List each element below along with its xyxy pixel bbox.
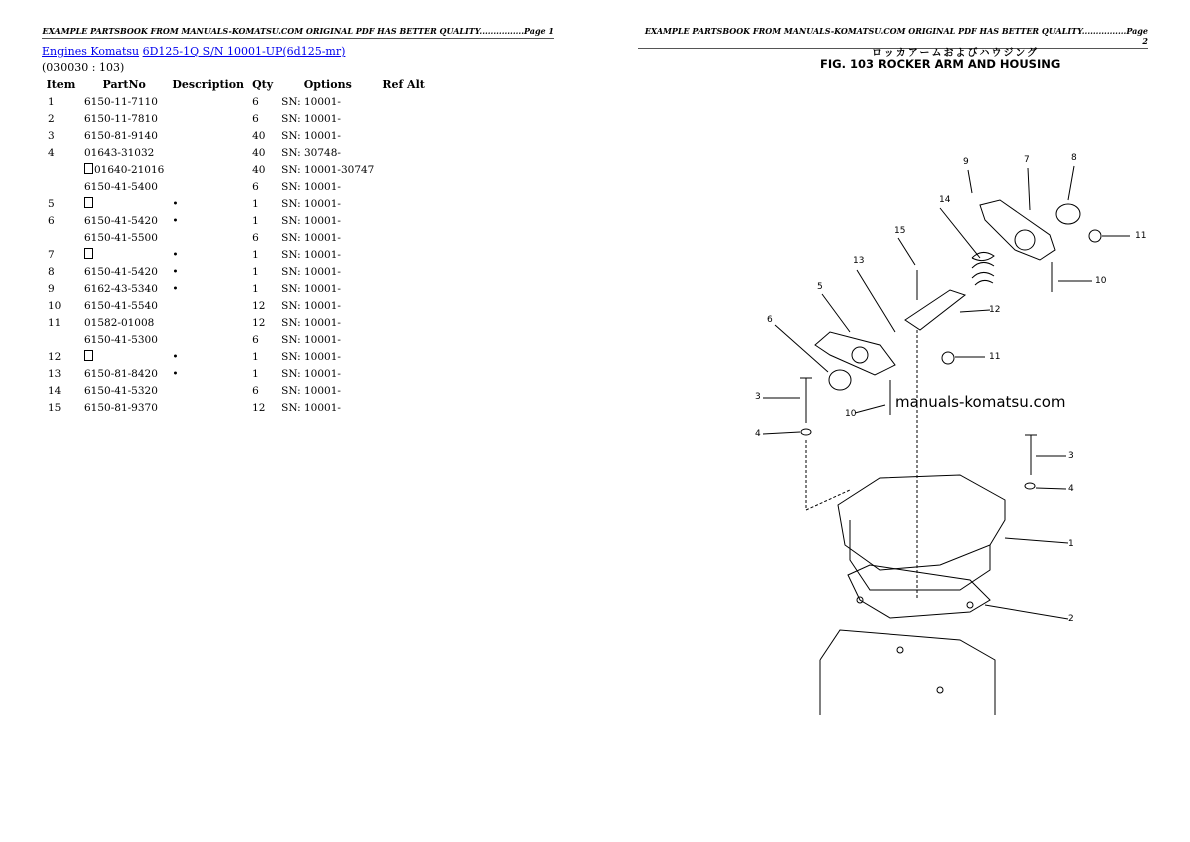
cell-text: 6150-81-9370: [84, 401, 158, 414]
item-number: [42, 348, 80, 365]
cell-text: 6150-41-5420: [84, 214, 158, 227]
description: [168, 144, 248, 161]
callout-label: 12: [989, 305, 1001, 315]
part-number: [80, 195, 168, 212]
description: [168, 382, 248, 399]
callout-label: 3: [1068, 451, 1074, 461]
callout-label: 5: [817, 282, 823, 292]
cell-text: 6150-81-8420: [84, 367, 158, 380]
options: [277, 280, 378, 297]
part-number: [80, 399, 168, 416]
cell-text: 12: [252, 316, 266, 329]
item-number: [42, 93, 80, 110]
quantity: [248, 348, 277, 365]
watermark: manuals-komatsu.com: [895, 393, 1066, 411]
callout-label: 2: [1068, 614, 1074, 624]
quantity: [248, 144, 277, 161]
cell-text: 13: [48, 367, 62, 380]
table-row: [42, 297, 429, 314]
item-number: [42, 314, 80, 331]
callout-label: 8: [1071, 153, 1077, 163]
options: [277, 212, 378, 229]
cell-text: 1: [252, 248, 259, 261]
options: [277, 127, 378, 144]
part-number: [80, 127, 168, 144]
description: [168, 297, 248, 314]
part-number: [80, 93, 168, 110]
quantity: [248, 382, 277, 399]
cell-text: 6150-41-5420: [84, 265, 158, 278]
quantity: [248, 331, 277, 348]
engines-komatsu-link[interactable]: Engines Komatsu: [42, 45, 140, 58]
table-row: [42, 93, 429, 110]
item-number: [42, 263, 80, 280]
table-row: [42, 161, 429, 178]
cell-text: 6: [252, 231, 259, 244]
part-number: [80, 110, 168, 127]
quantity: [248, 297, 277, 314]
callout-label: 11: [1135, 231, 1147, 241]
item-number: [42, 178, 80, 195]
table-row: [42, 144, 429, 161]
table-row: [42, 110, 429, 127]
description: [168, 195, 248, 212]
table-row: [42, 229, 429, 246]
item-number: [42, 246, 80, 263]
cell-text: 6: [48, 214, 55, 227]
quantity: [248, 161, 277, 178]
cell-text: 1: [252, 197, 259, 210]
cell-text: 1: [252, 282, 259, 295]
quantity: [248, 93, 277, 110]
cell-text: SN: 10001-: [281, 265, 341, 278]
cell-text: SN: 10001-: [281, 248, 341, 261]
description: [168, 161, 248, 178]
cell-text: 40: [252, 129, 266, 142]
cell-text: 3: [48, 129, 55, 142]
cell-text: •: [172, 248, 179, 261]
cell-text: 11: [48, 316, 62, 329]
cell-text: 6150-41-5320: [84, 384, 158, 397]
figure-title: FIG. 103 ROCKER ARM AND HOUSING: [820, 57, 1061, 71]
part-number: [80, 263, 168, 280]
description: [168, 229, 248, 246]
options: [277, 382, 378, 399]
item-number: [42, 382, 80, 399]
cell-text: 6150-81-9140: [84, 129, 158, 142]
cell-text: 01582-01008: [84, 316, 155, 329]
cell-text: 1: [252, 214, 259, 227]
callout-label: 10: [845, 409, 857, 419]
column-header: PartNo: [102, 78, 146, 91]
item-number: [42, 331, 80, 348]
callout-label: 4: [1068, 484, 1074, 494]
cell-text: •: [172, 197, 179, 210]
item-number: [42, 280, 80, 297]
cell-text: 4: [48, 146, 55, 159]
options: [277, 297, 378, 314]
cell-text: •: [172, 282, 179, 295]
part-number: [80, 314, 168, 331]
missing-glyph-box: [84, 197, 93, 208]
part-number: [80, 178, 168, 195]
cell-text: 2: [48, 112, 55, 125]
quantity: [248, 365, 277, 382]
item-number: [42, 144, 80, 161]
cell-text: 1: [252, 367, 259, 380]
item-number: [42, 365, 80, 382]
part-number: [80, 297, 168, 314]
quantity: [248, 229, 277, 246]
description: [168, 365, 248, 382]
cell-text: SN: 10001-: [281, 299, 341, 312]
quantity: [248, 110, 277, 127]
item-number: [42, 297, 80, 314]
cell-text: SN: 10001-: [281, 282, 341, 295]
part-number: [80, 331, 168, 348]
cell-text: SN: 10001-30747: [281, 163, 375, 176]
quantity: [248, 195, 277, 212]
item-number: [42, 110, 80, 127]
quantity: [248, 314, 277, 331]
item-number: [42, 195, 80, 212]
cell-text: 5: [48, 197, 55, 210]
cell-text: 6150-41-5400: [84, 180, 158, 193]
description: [168, 127, 248, 144]
options: [277, 144, 378, 161]
column-header: Description: [172, 78, 245, 91]
description: [168, 280, 248, 297]
callout-label: 9: [963, 157, 969, 167]
section-code: (030030 : 103): [42, 61, 125, 74]
cell-text: SN: 10001-: [281, 180, 341, 193]
cell-text: 14: [48, 384, 62, 397]
missing-glyph-box: [84, 248, 93, 259]
table-row: [42, 348, 429, 365]
quantity: [248, 127, 277, 144]
quantity: [248, 263, 277, 280]
part-number: [80, 161, 168, 178]
item-number: [42, 127, 80, 144]
callout-label: 13: [853, 256, 865, 266]
column-header: Qty: [252, 78, 274, 91]
cell-text: 01640-21016: [94, 164, 165, 176]
part-number: [80, 382, 168, 399]
description: [168, 314, 248, 331]
cell-text: 6: [252, 333, 259, 346]
cell-text: SN: 10001-: [281, 129, 341, 142]
cell-text: 6150-41-5540: [84, 299, 158, 312]
table-row: [42, 195, 429, 212]
options: [277, 246, 378, 263]
cell-text: 12: [252, 299, 266, 312]
item-number: [42, 399, 80, 416]
cell-text: SN: 10001-: [281, 231, 341, 244]
options: [277, 161, 378, 178]
part-number: [80, 246, 168, 263]
table-row: [42, 127, 429, 144]
part-number: [80, 212, 168, 229]
cell-text: SN: 10001-: [281, 316, 341, 329]
options: [277, 195, 378, 212]
cell-text: 12: [252, 401, 266, 414]
cell-text: 6162-43-5340: [84, 282, 158, 295]
description: [168, 263, 248, 280]
cell-text: SN: 10001-: [281, 95, 341, 108]
cell-text: 40: [252, 146, 266, 159]
cell-text: 6150-41-5500: [84, 231, 158, 244]
callout-label: 1: [1068, 539, 1074, 549]
quantity: [248, 178, 277, 195]
callout-label: 6: [767, 315, 773, 325]
cell-text: 9: [48, 282, 55, 295]
description: [168, 399, 248, 416]
parts-table: [42, 76, 429, 416]
options: [277, 229, 378, 246]
cell-text: 6: [252, 180, 259, 193]
column-header: Ref Alt: [382, 78, 425, 91]
description: [168, 178, 248, 195]
item-number: [42, 161, 80, 178]
table-row: [42, 382, 429, 399]
callout-label: 3: [755, 392, 761, 402]
description: [168, 110, 248, 127]
quantity: [248, 399, 277, 416]
description: [168, 93, 248, 110]
table-row: [42, 399, 429, 416]
page2-header: EXAMPLE PARTSBOOK FROM MANUALS-KOMATSU.COM ORIGINAL PDF HAS BETTER QUALITY................Page 2: [638, 26, 1148, 49]
page1-header: EXAMPLE PARTSBOOK FROM MANUALS-KOMATSU.COM ORIGINAL PDF HAS BETTER QUALITY................Page 1: [42, 26, 554, 39]
cell-text: 6150-41-5300: [84, 333, 158, 346]
missing-glyph-box: [84, 163, 93, 174]
model-link[interactable]: 6D125-1Q S/N 10001-UP(6d125-mr): [142, 45, 346, 58]
cell-text: 7: [48, 248, 55, 261]
cell-text: 40: [252, 163, 266, 176]
table-row: [42, 212, 429, 229]
cell-text: SN: 10001-: [281, 401, 341, 414]
missing-glyph-box: [84, 350, 93, 361]
options: [277, 365, 378, 382]
options: [277, 399, 378, 416]
item-number: [42, 212, 80, 229]
options: [277, 314, 378, 331]
part-number: [80, 144, 168, 161]
table-row: [42, 263, 429, 280]
description: [168, 348, 248, 365]
table-row: [42, 314, 429, 331]
callout-label: 11: [989, 352, 1001, 362]
part-number: [80, 280, 168, 297]
breadcrumb: [42, 45, 345, 58]
quantity: [248, 280, 277, 297]
table-row: [42, 331, 429, 348]
callout-label: 15: [894, 226, 906, 236]
cell-text: 1: [252, 350, 259, 363]
options: [277, 348, 378, 365]
cell-text: 01643-31032: [84, 146, 155, 159]
column-header: Options: [303, 78, 352, 91]
callout-label: 4: [755, 429, 761, 439]
cell-text: •: [172, 214, 179, 227]
options: [277, 93, 378, 110]
cell-text: 1: [252, 265, 259, 278]
options: [277, 110, 378, 127]
table-row: [42, 280, 429, 297]
callout-label: 14: [939, 195, 951, 205]
quantity: [248, 212, 277, 229]
cell-text: 6: [252, 384, 259, 397]
description: [168, 331, 248, 348]
item-number: [42, 229, 80, 246]
cell-text: 12: [48, 350, 62, 363]
callout-label: 10: [1095, 276, 1107, 286]
cell-text: •: [172, 367, 179, 380]
part-number: [80, 229, 168, 246]
cell-text: SN: 10001-: [281, 333, 341, 346]
rocker-arm-diagram: [638, 40, 1148, 740]
cell-text: •: [172, 350, 179, 363]
options: [277, 331, 378, 348]
description: [168, 246, 248, 263]
cell-text: SN: 10001-: [281, 367, 341, 380]
cell-text: 10: [48, 299, 62, 312]
column-header: Item: [46, 78, 76, 91]
table-row: [42, 246, 429, 263]
cell-text: 6: [252, 95, 259, 108]
cell-text: 8: [48, 265, 55, 278]
cell-text: 6150-11-7810: [84, 112, 158, 125]
cell-text: SN: 10001-: [281, 214, 341, 227]
cell-text: 1: [48, 95, 55, 108]
options: [277, 178, 378, 195]
cell-text: 6: [252, 112, 259, 125]
cell-text: SN: 10001-: [281, 197, 341, 210]
part-number: [80, 365, 168, 382]
cell-text: SN: 10001-: [281, 384, 341, 397]
options: [277, 263, 378, 280]
cell-text: 15: [48, 401, 62, 414]
table-row: [42, 178, 429, 195]
cell-text: SN: 10001-: [281, 350, 341, 363]
callout-label: 7: [1024, 155, 1030, 165]
figure-title-jp: ロッカアームおよびハウジング: [872, 48, 1040, 59]
cell-text: 6150-11-7110: [84, 95, 158, 108]
cell-text: SN: 10001-: [281, 112, 341, 125]
table-row: [42, 365, 429, 382]
part-number: [80, 348, 168, 365]
cell-text: SN: 30748-: [281, 146, 341, 159]
cell-text: •: [172, 265, 179, 278]
quantity: [248, 246, 277, 263]
description: [168, 212, 248, 229]
